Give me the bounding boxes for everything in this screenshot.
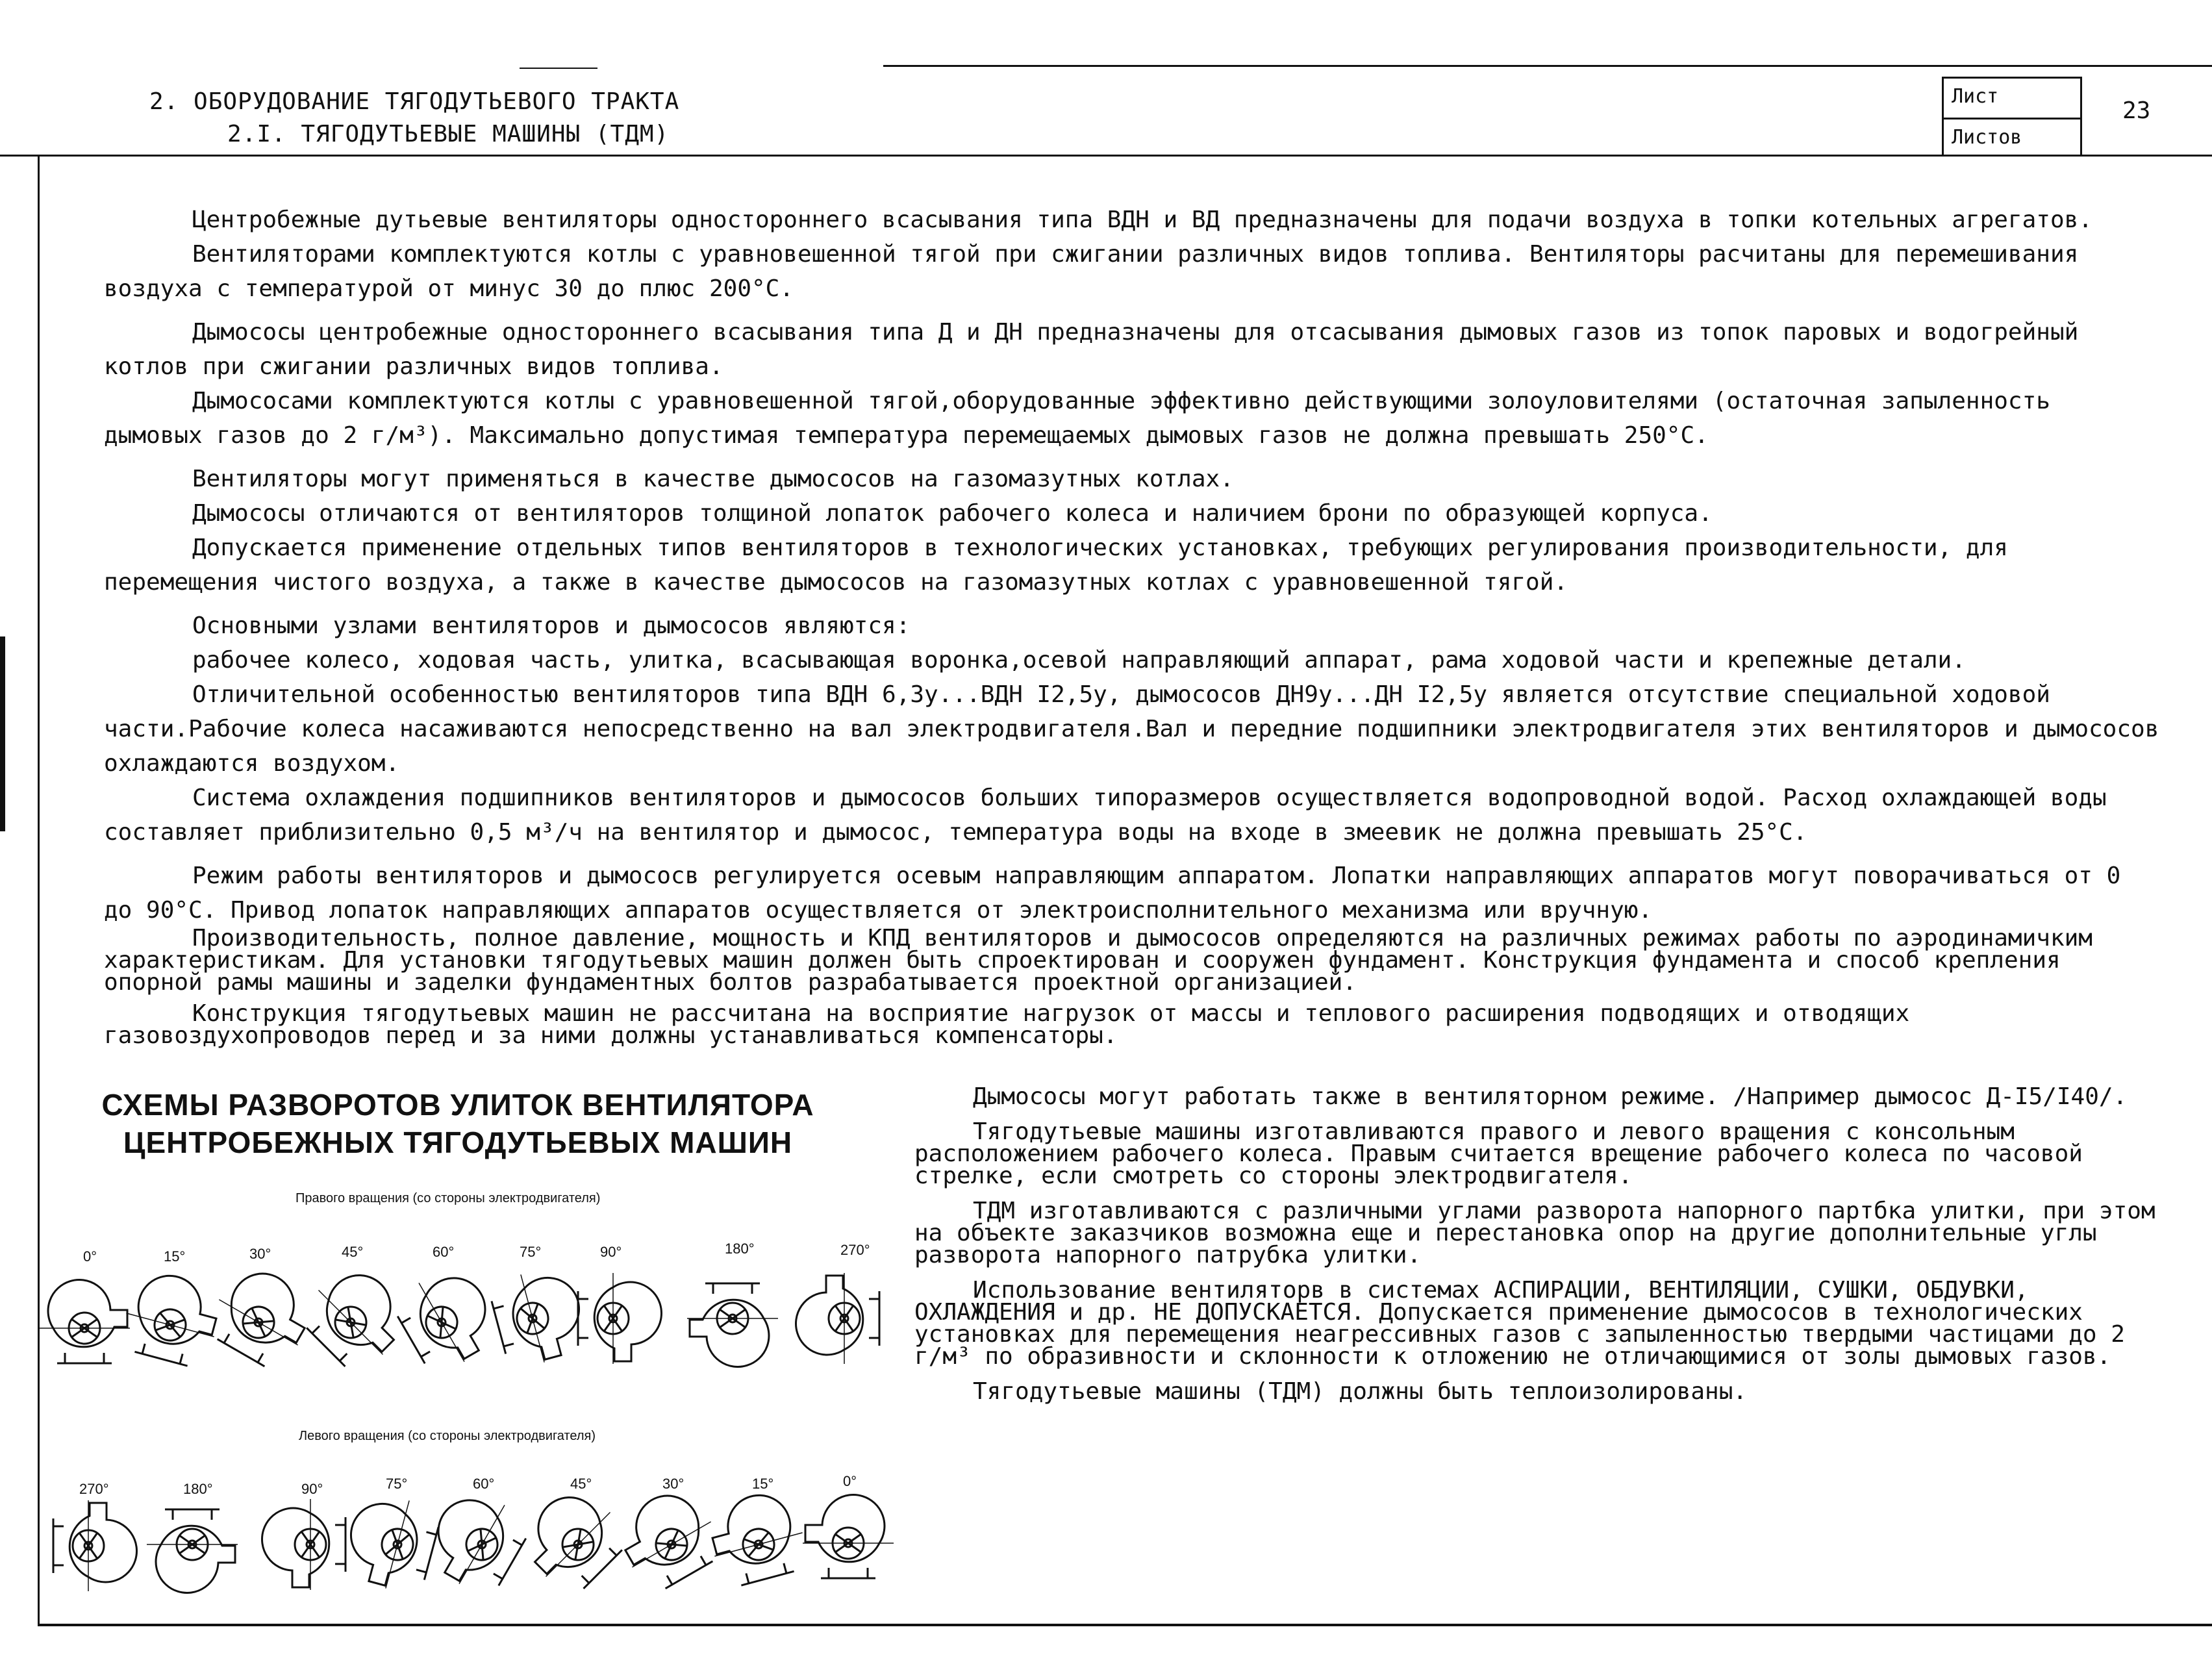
paragraph: Дымососы могут работать также в вентиляторном режиме. /Например дымосос Д-I5/I40/. <box>973 1083 2128 1110</box>
right-rotation-fan-scheme <box>117 1266 226 1370</box>
paragraph: Центробежные дутьевые вентиляторы одностороннего всасывания типа ВДН и ВД предназначены для подачи воздуха в топки котельных агрегатов. <box>192 207 2093 233</box>
paragraph: Тягодутьевые машины (ТДМ) должны быть теплоизолированы. <box>973 1378 1748 1405</box>
left-angle-label: 75° <box>386 1476 408 1492</box>
schemes-title-line-2: ЦЕНТРОБЕЖНЫХ ТЯГОДУТЬЕВЫХ МАШИН <box>123 1126 793 1159</box>
paragraph: Вентиляторами комплектуются котлы с уравновешенной тягой при сжигании различных видов топлива. Вентиляторы расчитаны для перемешивания воздуха с температурой от минус 30 до плюс 200°С. <box>104 241 2079 302</box>
right-angle-label: 75° <box>520 1244 542 1260</box>
left-angle-label: 15° <box>752 1476 774 1492</box>
left-angle-label: 270° <box>79 1481 109 1497</box>
right-rotation-fan-scheme <box>487 1262 591 1371</box>
right-rotation-caption: Правого вращения (со стороны электродвигателя) <box>295 1191 601 1205</box>
paragraph: Дымососы отличаются от вентиляторов толщиной лопаток рабочего колеса и наличием брони по образующей корпуса. <box>192 500 1713 527</box>
right-rotation-fan-scheme <box>796 1273 879 1364</box>
left-rotation-fan-scheme <box>262 1499 346 1590</box>
left-angle-label: 60° <box>473 1476 495 1492</box>
paragraph: Система охлаждения подшипников вентиляторов и дымососов больших типоразмеров осуществляется водопроводной водой. Расход охлаждающей воды составляет приблизительно 0,5 м³/ч на вентилятор и дымосос, температура воды на входе в змеевик не должна превышать 25°С. <box>104 785 2107 846</box>
paragraph: Использование вентиляторв в системах АСПИРАЦИИ, ВЕНТИЛЯЦИИ, СУШКИ, ОБДУВКИ, ОХЛАЖДЕНИЯ и др. НЕ ДОПУСКАЕТСЯ. Допускается применение дымососов в технологических установках для перемещения неагрессивных газов с запыленностью твердыми частицами до 2 г/м³ по образивности и склонности к отложению не отличающимися от золы дымовых газов. <box>914 1277 2125 1370</box>
right-rotation-fan-scheme <box>388 1259 506 1379</box>
right-angle-label: 60° <box>433 1244 455 1260</box>
right-angle-label: 0° <box>83 1248 97 1265</box>
subsection-title: 2.I. ТЯГОДУТЬЕВЫЕ МАШИНЫ (ТДМ) <box>227 121 670 147</box>
right-angle-label: 15° <box>164 1248 186 1265</box>
right-rotation-fan-scheme <box>201 1257 321 1375</box>
page-number: 23 <box>2122 97 2151 124</box>
paragraph: рабочее колесо, ходовая часть, улитка, всасывающая воронка,осевой направляющий аппарат, рама ходовой части и крепежные детали. <box>192 647 1966 674</box>
left-rotation-caption: Левого вращения (со стороны электродвигателя) <box>299 1429 596 1443</box>
right-angle-label: 30° <box>249 1246 271 1262</box>
right-rotation-fan-scheme <box>687 1283 778 1366</box>
paragraph: Конструкция тягодутьевых машин не рассчитана на восприятие нагрузок от массы и теплового расширения подводящих и отводящих газовоздухопроводов перед и за ними должны устанавливаться компенсаторы. <box>104 1000 1910 1049</box>
right-angle-label: 180° <box>725 1241 755 1257</box>
left-rotation-fan-scheme <box>702 1486 811 1590</box>
right-angle-label: 45° <box>342 1244 364 1260</box>
left-rotation-fan-scheme <box>53 1500 136 1591</box>
paragraph: Дымососами комплектуются котлы с уравновешенной тягой,оборудованные эффективно действующими золоуловителями (остаточная запыленность дымовых газов до 2 г/м³). Максимально допустимая температура перемещаемых дымовых газов не должна превышать 250°С. <box>104 388 2050 449</box>
paragraph: Вентиляторы могут применяться в качестве дымососов на газомазутных котлах. <box>192 466 1234 492</box>
right-angle-label: 270° <box>840 1242 870 1258</box>
left-rotation-fan-scheme <box>803 1495 894 1578</box>
paragraph: Тягодутьевые машины изготавливаются правого и левого вращения с консольным расположением рабочего колеса. Правым считается врещение рабочего колеса по часовой стрелке, если смотреть со стороны электродвигателя. <box>914 1118 2083 1189</box>
paragraph: Режим работы вентиляторов и дымососв регулируется осевым направляющим аппаратом. Лопатки направляющих аппаратов могут поворачиваться от 0 до 90°С. Привод лопаток направляющих аппаратов осуществляется от электроисполнительного механизма или вручную. <box>104 863 2121 924</box>
sheet-label: Лист <box>1952 85 1999 108</box>
paragraph: Производительность, полное давление, мощность и КПД вентиляторов и дымососов определяются на различных режимах работы по аэродинамичким характеристикам. Для установки тягодутьевых машин должен быть спроектирован и сооружен фундамент. Конструкция фундамента и способ крепления опорной рамы машины и заделки фундаментных болтов разрабатывается проектной организацией. <box>104 925 2093 996</box>
paragraph: Дымососы центробежные одностороннего всасывания типа Д и ДН предназначены для отсасывания дымовых газов из топок паровых и водогрейный котлов при сжигании различных видов топлива. <box>104 319 2079 380</box>
left-angle-label: 30° <box>662 1476 685 1492</box>
left-rotation-fan-scheme <box>608 1480 728 1597</box>
paragraph: Допускается применение отдельных типов вентиляторов в технологических установках, требующих регулирования производительности, для перемещения чистого воздуха, а также в качестве дымососов на газомазутных котлах с уравновешенной тягой. <box>104 535 2008 596</box>
paragraph: ТДМ изготавливаются с различными углами разворота напорного партбка улитки, при этом на объекте заказчиков возможна еще и перестановка опор на другие дополнительные углы разворота напорного патрубка улитки. <box>914 1198 2155 1268</box>
right-angle-label: 90° <box>600 1244 622 1260</box>
left-rotation-fan-scheme <box>339 1488 443 1597</box>
schemes-title-line-1: СХЕМЫ РАЗВОРОТОВ УЛИТОК ВЕНТИЛЯТОРА <box>101 1088 814 1122</box>
paragraph: Отличительной особенностью вентиляторов типа ВДН 6,3у...ВДН I2,5у, дымососов ДН9у...ДН I2,5у является отсутствие специальной ходовой части.Рабочие колеса насаживаются непосредственно на вал электродвигателя.Вал и передние подшипники электродвигателя этих вентиляторов и дымососов охлаждаются воздухом. <box>104 681 2159 777</box>
sheets-label: Листов <box>1952 126 2022 149</box>
left-angle-label: 0° <box>843 1473 857 1489</box>
left-angle-label: 90° <box>301 1481 323 1497</box>
paragraph: Основными узлами вентиляторов и дымососов являются: <box>192 612 911 639</box>
left-rotation-fan-scheme <box>512 1478 635 1602</box>
left-angle-label: 180° <box>183 1481 213 1497</box>
right-rotation-fan-scheme <box>39 1280 130 1363</box>
left-angle-label: 45° <box>570 1476 592 1492</box>
section-title: 2. ОБОРУДОВАНИЕ ТЯГОДУТЬЕВОГО ТРАКТА <box>149 88 680 115</box>
left-rotation-fan-scheme <box>147 1509 238 1593</box>
right-rotation-fan-scheme <box>578 1273 661 1364</box>
